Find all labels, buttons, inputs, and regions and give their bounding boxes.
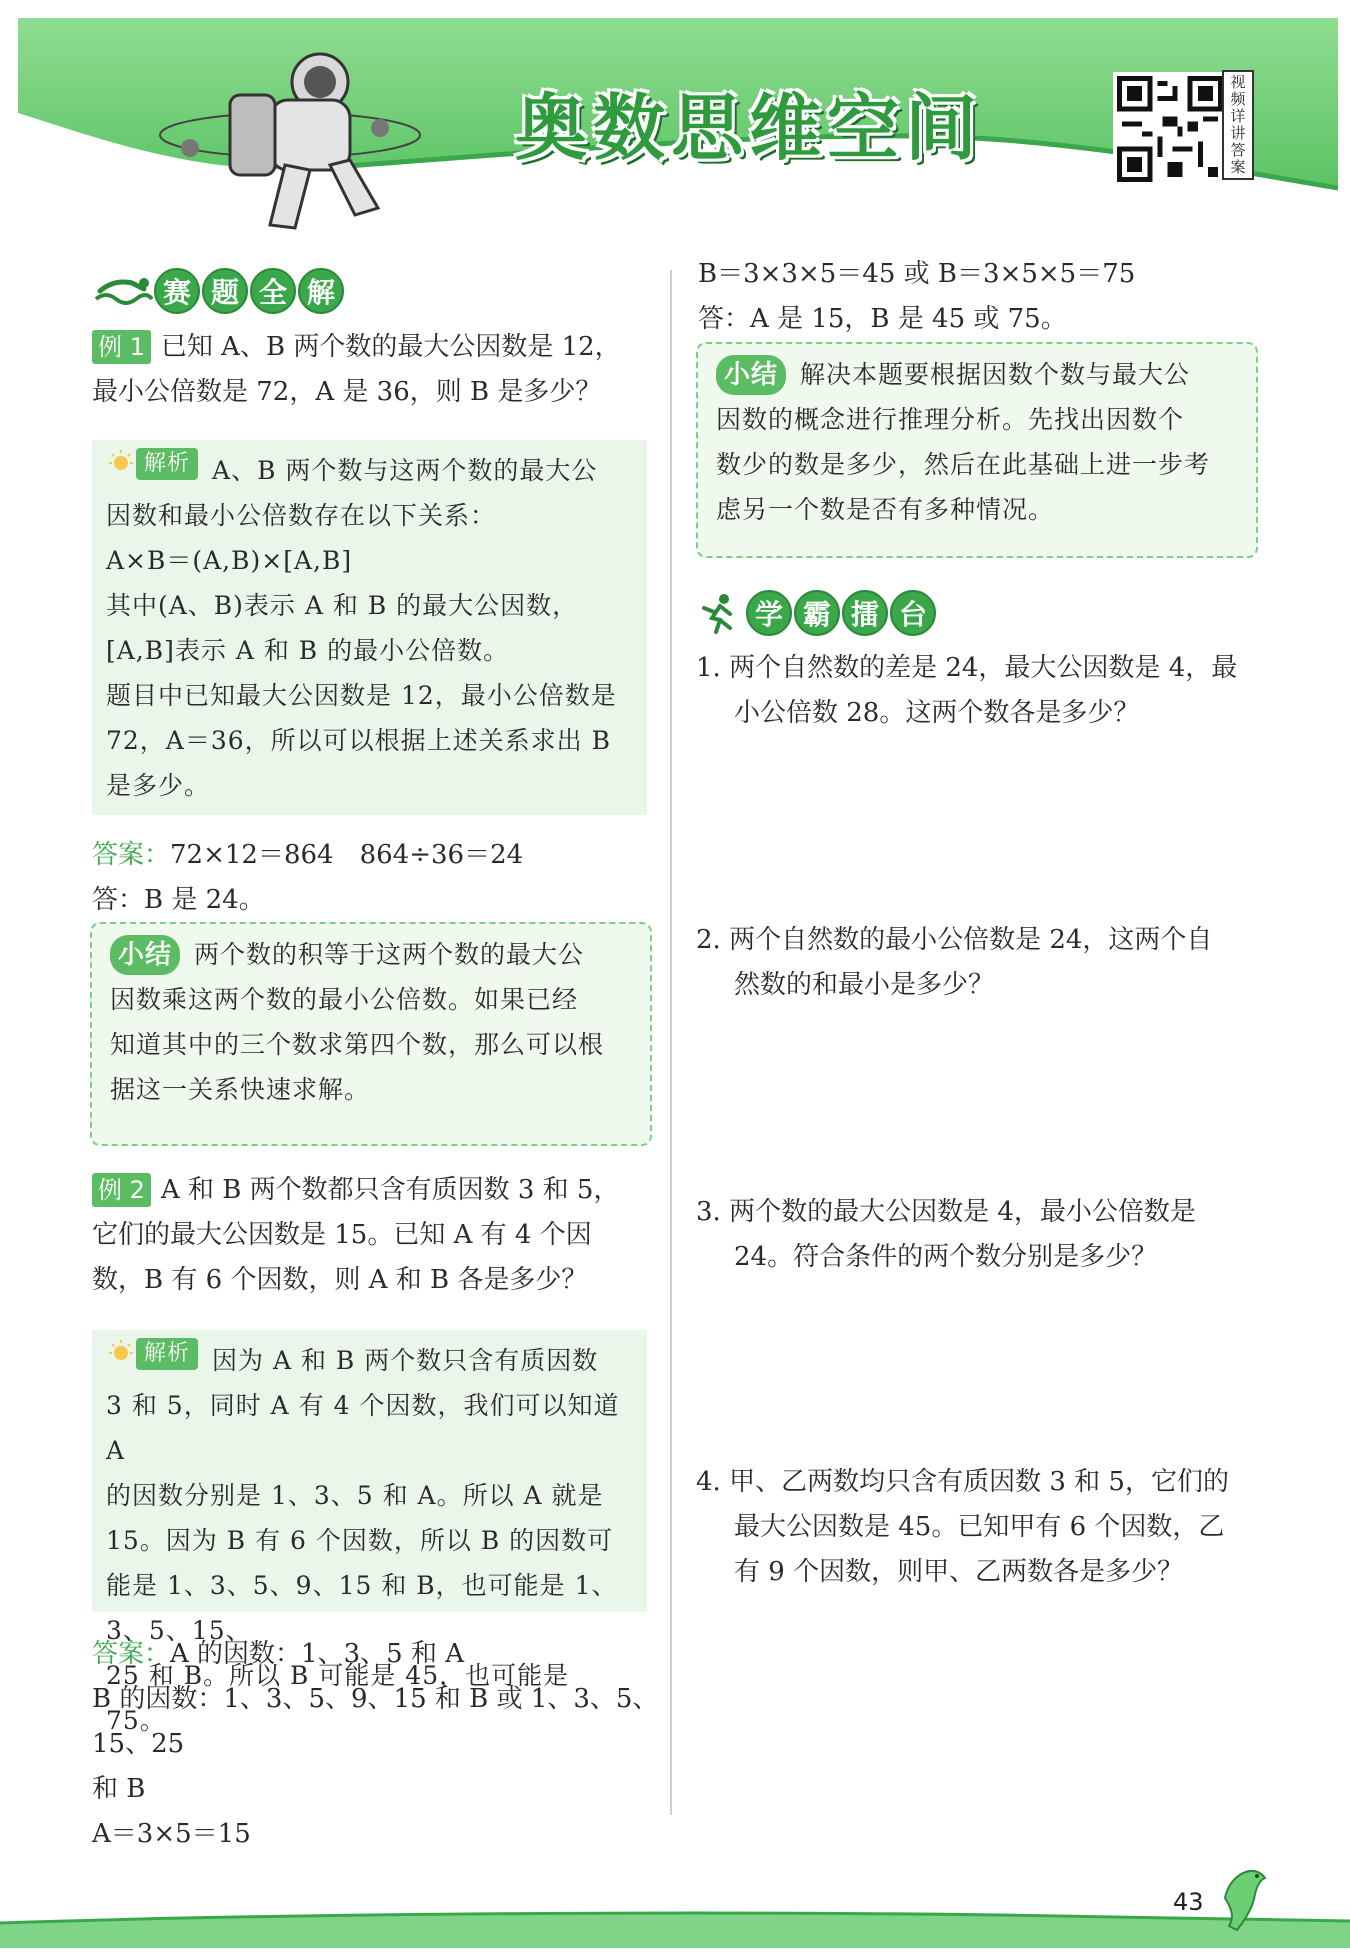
answer-line: A＝3×5＝15 xyxy=(92,1819,251,1849)
example1-answer xyxy=(92,833,652,923)
exercise-line: 小公倍数 28。这两个数各是多少？ xyxy=(734,698,1140,728)
summary-badge: 小结 xyxy=(110,935,180,975)
exercise-number: 4. xyxy=(696,1467,721,1497)
answer-line: 答：A 是 15，B 是 45 或 75。 xyxy=(698,304,1067,334)
exercise-line: 两个自然数的差是 24，最大公因数是 4，最 xyxy=(729,653,1238,683)
analysis-line: 因为 A 和 B 两个数只含有质因数 xyxy=(212,1346,599,1375)
exercise-line: 24。符合条件的两个数分别是多少？ xyxy=(734,1242,1158,1272)
section-title-char: 全 xyxy=(250,268,296,314)
summary-line: 因数的概念进行推理分析。先找出因数个 xyxy=(716,405,1185,434)
summary-line: 虑另一个数是否有多种情况。 xyxy=(716,495,1055,524)
analysis-label: 解析 xyxy=(136,448,198,480)
answer-label: 答案： xyxy=(92,1639,171,1669)
exercise-line: 两个自然数的最小公倍数是 24，这两个自 xyxy=(729,925,1213,955)
exercise-1 xyxy=(696,646,1276,736)
example2-question xyxy=(92,1168,652,1303)
analysis-line: 其中(A、B)表示 A 和 B 的最大公因数， xyxy=(106,591,579,620)
qr-code[interactable] xyxy=(1113,72,1227,186)
answer-label: 答案： xyxy=(92,840,171,870)
footer-band xyxy=(0,1905,1350,1948)
summary-badge: 小结 xyxy=(716,355,786,395)
summary-line: 据这一关系快速求解。 xyxy=(110,1075,371,1104)
lightbulb-icon xyxy=(106,1339,136,1369)
example1-question-line: 已知 A、B 两个数的最大公因数是 12， xyxy=(160,332,621,362)
analysis-line: 25 和 B。所以 B 可能是 45，也可能是 75。 xyxy=(106,1661,570,1735)
section-title-char: 擂 xyxy=(842,590,888,636)
answer-line: B 的因数：1、3、5、9、15 和 B 或 1、3、5、15、25 xyxy=(92,1684,659,1759)
section-title-char: 台 xyxy=(890,590,936,636)
exercise-3 xyxy=(696,1190,1276,1280)
analysis-line: 是多少。 xyxy=(106,771,211,800)
example1-summary xyxy=(90,922,652,1146)
section-title-char: 学 xyxy=(746,590,792,636)
summary-line: 知道其中的三个数求第四个数，那么可以根 xyxy=(110,1030,605,1059)
answer-line: B＝3×3×5＝45 或 B＝3×5×5＝75 xyxy=(698,259,1136,289)
page-title: 奥数思维空间 xyxy=(515,86,984,170)
answer-line: A 的因数：1、3、5 和 A xyxy=(170,1639,464,1669)
exercise-line: 有 9 个因数，则甲、乙两数各是多少？ xyxy=(734,1557,1184,1587)
analysis-line: A、B 两个数与这两个数的最大公 xyxy=(212,456,598,485)
exercise-line: 最大公因数是 45。已知甲有 6 个因数，乙 xyxy=(734,1512,1225,1542)
summary-line: 解决本题要根据因数个数与最大公 xyxy=(800,360,1191,389)
example2-continued xyxy=(698,252,1278,342)
example1-question xyxy=(92,325,652,415)
section-title-char: 解 xyxy=(298,268,344,314)
exercise-number: 1. xyxy=(696,653,721,683)
analysis-line: 3 和 5，同时 A 有 4 个因数，我们可以知道 A xyxy=(106,1391,620,1465)
example1-question-line: 最小公倍数是 72，A 是 36，则 B 是多少？ xyxy=(92,377,602,407)
section-title-char: 题 xyxy=(202,268,248,314)
section-title-left xyxy=(154,268,346,314)
example2-question-line: 它们的最大公因数是 15。已知 A 有 4 个因 xyxy=(92,1220,592,1250)
exercise-number: 3. xyxy=(696,1197,721,1227)
runner-icon xyxy=(698,592,740,634)
lightbulb-icon xyxy=(106,449,136,479)
exercise-line: 然数的和最小是多少？ xyxy=(734,970,995,1000)
analysis-line: 能是 1、3、5、9、15 和 B，也可能是 1、3、5、15、 xyxy=(106,1571,618,1645)
swimmer-icon xyxy=(92,273,154,309)
analysis-line: 题目中已知最大公因数是 12，最小公倍数是 xyxy=(106,681,617,710)
summary-line: 数少的数是多少，然后在此基础上进一步考 xyxy=(716,450,1211,479)
astronaut-illustration xyxy=(150,40,430,240)
example2-question-line: A 和 B 两个数都只含有质因数 3 和 5， xyxy=(160,1175,620,1205)
exercise-line: 两个数的最大公因数是 4，最小公倍数是 xyxy=(729,1197,1196,1227)
dolphin-icon xyxy=(1215,1858,1275,1942)
answer-line: 和 B xyxy=(92,1774,146,1804)
analysis-line: 72，A＝36，所以可以根据上述关系求出 B xyxy=(106,726,611,755)
exercise-number: 2. xyxy=(696,925,721,955)
qr-label: 视频详讲答案 xyxy=(1222,70,1254,180)
example2-summary xyxy=(696,342,1258,558)
analysis-badge xyxy=(106,1338,198,1370)
page-number: 43 xyxy=(1173,1888,1204,1916)
section-title-right xyxy=(746,590,938,636)
analysis-line: [A,B]表示 A 和 B 的最小公倍数。 xyxy=(106,636,510,665)
summary-line: 两个数的积等于这两个数的最大公 xyxy=(194,940,585,969)
exercise-4 xyxy=(696,1460,1276,1595)
example2-question-line: 数，B 有 6 个因数，则 A 和 B 各是多少？ xyxy=(92,1265,588,1295)
answer-line: 72×12＝864 864÷36＝24 xyxy=(170,840,524,870)
answer-line: 答：B 是 24。 xyxy=(92,885,265,915)
section-banner-left xyxy=(92,268,346,314)
summary-line: 因数乘这两个数的最小公倍数。如果已经 xyxy=(110,985,579,1014)
section-banner-right xyxy=(698,590,938,636)
analysis-badge xyxy=(106,448,198,480)
column-divider xyxy=(670,270,672,1815)
exercise-line: 甲、乙两数均只含有质因数 3 和 5，它们的 xyxy=(729,1467,1229,1497)
section-title-char: 霸 xyxy=(794,590,840,636)
analysis-line: A×B＝(A,B)×[A,B] xyxy=(106,546,353,575)
example1-analysis xyxy=(92,440,647,815)
analysis-label: 解析 xyxy=(136,1338,198,1370)
analysis-line: 因数和最小公倍数存在以下关系： xyxy=(106,501,497,530)
example2-tag: 例 2 xyxy=(92,1173,151,1207)
analysis-line: 的因数分别是 1、3、5 和 A。所以 A 就是 xyxy=(106,1481,604,1510)
analysis-line: 15。因为 B 有 6 个因数，所以 B 的因数可 xyxy=(106,1526,614,1555)
example1-tag: 例 1 xyxy=(92,330,151,364)
example2-answer xyxy=(92,1632,662,1857)
exercise-2 xyxy=(696,918,1276,1008)
section-title-char: 赛 xyxy=(154,268,200,314)
